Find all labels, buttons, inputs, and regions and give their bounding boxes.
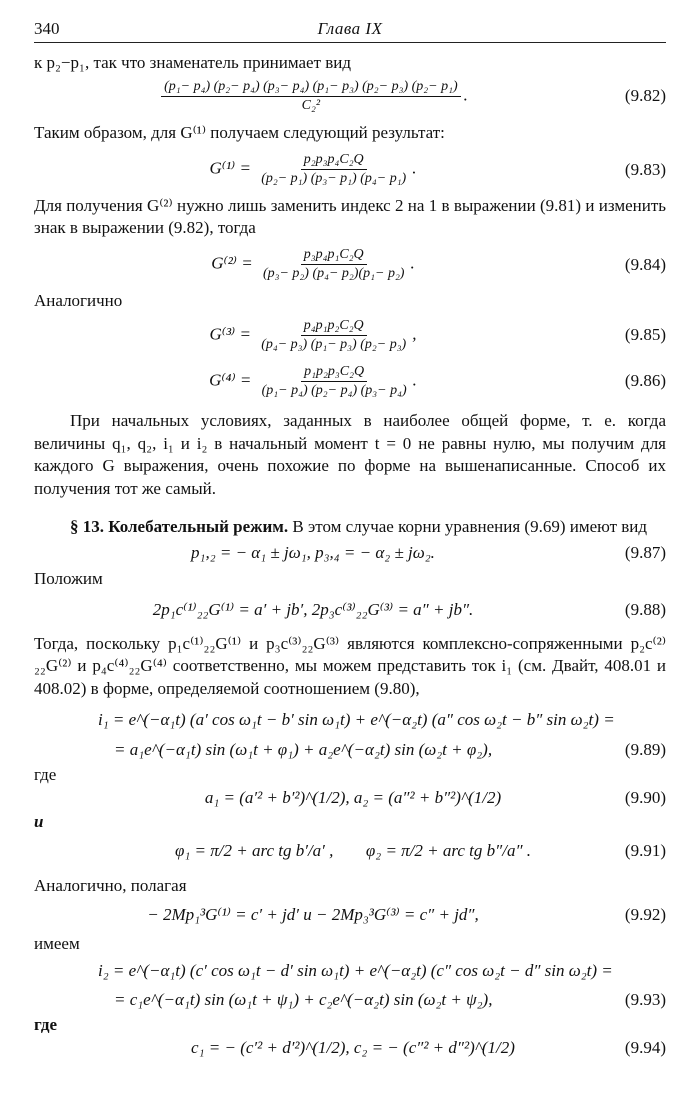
numerator: (p₁− p₄) (p₂− p₄) (p₃− p₄) (p₁− p₃) (p₂− p₃) (p₂− p₁) [161,79,461,97]
fraction [161,79,461,114]
header-rule [34,42,666,43]
lhs: G⁽¹⁾ = [209,158,251,178]
lhs: G⁽²⁾ = [211,253,253,273]
phi2-expression: φ₂ = π/2 + arc tg b″/a″ . [365,840,532,860]
equation-9-89-line-1 [34,704,666,736]
denominator: (p₂− p₁) (p₃− p₁) (p₄− p₁) [261,171,407,187]
equation-number: (9.89) [624,739,666,759]
equation-body: p₁,₂ = − α₁ ± jω₁, p₃,₄ = − α₂ ± jω₂. [191,543,435,563]
equation-number: (9.83) [624,159,666,179]
equation-9-93-line-1 [34,956,666,986]
running-title: Глава IX [317,19,383,38]
fraction [260,247,408,282]
equation-body: = a₁e^(−α₁t) sin (ω₁t + φ₁) + a₂e^(−α₂t) sin (ω₂t + φ₂), [114,739,493,759]
put-line: Положим [34,569,103,589]
fraction [258,152,409,187]
and-label: и [34,811,44,831]
numerator: p₂p₃p₄C₂Q [301,152,367,170]
denominator: C₂² [301,97,321,113]
equation-number: (9.87) [624,543,666,563]
where-label-2: где [34,1014,58,1034]
section-text: В этом случае корни уравнения (9.69) имеют вид [288,516,648,536]
fraction [259,364,410,399]
equation-number: (9.92) [624,905,666,925]
where-label: где [34,765,57,785]
equation-body: c₁ = − (c′² + d′²)^(1/2), c₂ = − (c″² + d″²)^(1/2) [191,1038,515,1058]
intro-line: к p₂−p₁, так что знаменатель принимает вид [34,53,352,72]
equation-number: (9.91) [624,840,666,860]
equation-number: (9.90) [624,788,666,808]
denominator: (p₄− p₃) (p₁− p₃) (p₂− p₃) [261,336,407,352]
section-13-paragraph [34,516,666,538]
equation-9-82: $\frac{\text{(p₁− p₄) (p₂− p₄) (p₃− p₄) (p₁− p₃) (p₂− p₃) (p₂− p₁)}}{\text{C₂²}}$ . (9.82) [34,74,666,118]
numerator: p₃p₄p₁C₂Q [301,247,367,265]
equation-9-92 [34,897,666,933]
numerator: p₁p₂p₃C₂Q [301,364,367,382]
we-have-label: имеем [34,934,80,954]
initial-conditions-paragraph: При начальных условиях, заданных в наиболее общей форме, т. е. когда величины q₁, q₂, i₁ и i₂ в начальный момент t = 0 не равны нулю, мы получим для каждого G выражения, очень похожие по форме на вышенаписанные. Способ их получения тот же самый. [34,411,666,498]
equation-number: (9.94) [624,1038,666,1058]
equation-body: i₁ = e^(−α₁t) (a′ cos ω₁t − b′ sin ω₁t) + e^(−α₂t) (a″ cos ω₂t − b″ sin ω₂t) = [98,709,615,729]
lhs: G⁽³⁾ = [209,324,251,344]
page-header [34,18,666,40]
equation-body: i₂ = e^(−α₁t) (c′ cos ω₁t − d′ sin ω₁t) + e^(−α₂t) (c″ cos ω₂t − d″ sin ω₂t) = [98,960,613,980]
phi1-expression: φ₁ = π/2 + arc tg b′/a′ , [174,840,334,860]
equation-9-94 [34,1036,666,1060]
equation-number: (9.88) [624,599,666,619]
equation-9-83: G⁽¹⁾ = $\frac{\text{p₂p₃p₄C₂Q}}{\text{(p₂− p₁) (p₃− p₁) (p₄− p₁)}}$ . (9.83) [209,152,666,187]
section-heading: § 13. Колебательный режим. [70,516,289,536]
equation-body: 2p₁c⁽¹⁾₂₂G⁽¹⁾ = a′ + jb′, 2p₃c⁽³⁾₂₂G⁽³⁾ = a″ + jb″. [152,599,474,619]
equation-9-89-line-2 [34,736,666,764]
denominator: (p₃− p₂) (p₄− p₂)(p₁− p₂) [262,266,405,282]
page-content [34,52,666,1060]
equation-number: (9.84) [624,254,666,274]
numerator: p₄p₁p₂C₂Q [301,318,367,336]
similarly-setting-line: Аналогично, полагая [34,876,187,895]
equation-number: (9.93) [624,989,666,1009]
equation-9-88 [34,591,666,629]
then-paragraph: Тогда, поскольку p₁c⁽¹⁾₂₂G⁽¹⁾ и p₃c⁽³⁾₂₂G⁽³⁾ являются комплексно-сопряженными p₂c⁽²⁾₂₂G⁽²⁾ и p₄c⁽⁴⁾₂₂G⁽⁴⁾ соответственно, мы можем представить ток i₁ (см. Двайт, 408.01 и 408.02) в форме, определяемой соотношением (9.80), [34,633,666,698]
equation-9-86: G⁽⁴⁾ = $\frac{\text{p₁p₂p₃C₂Q}}{\text{(p₁− p₄) (p₂− p₄) (p₃− p₄)}}$ . (9.86) [209,363,666,398]
equation-9-85: G⁽³⁾ = $\frac{\text{p₄p₁p₂C₂Q}}{\text{(p₄− p₃) (p₁− p₃) (p₂− p₃)}}$ , (9.85) [209,317,666,352]
equation-9-84: G⁽²⁾ = $\frac{\text{p₃p₄p₁C₂Q}}{\text{(p₃− p₂) (p₄− p₂)(p₁− p₂)}}$ . (9.84) [211,247,666,282]
equation-9-90 [34,787,666,811]
equation-number: (9.82) [624,86,666,106]
g2-paragraph: Для получения G⁽²⁾ нужно лишь заменить индекс 2 на 1 в выражении (9.81) и изменить знак в выражении (9.82), тогда [34,195,666,238]
similarly-line: Аналогично [34,290,123,310]
equation-body: a₁ = (a′² + b′²)^(1/2), a₂ = (a″² + b″²)^(1/2) [204,788,502,808]
equation-9-91 [34,833,666,869]
fraction [258,318,409,353]
equation-number: (9.86) [624,370,666,390]
equation-9-93-line-2 [34,986,666,1014]
equation-9-87 [34,538,666,568]
equation-body: = c₁e^(−α₁t) sin (ω₁t + ψ₁) + c₂e^(−α₂t) sin (ω₂t + ψ₂), [114,989,493,1009]
page-number: 340 [34,19,60,38]
equation-body: − 2Mp₁³G⁽¹⁾ = c′ + jd′ и − 2Mp₃³G⁽³⁾ = c″ + jd″, [147,905,479,925]
lhs: G⁽⁴⁾ = [209,370,252,390]
thus-line: Таким образом, для G⁽¹⁾ получаем следующий результат: [34,123,445,143]
denominator: (p₁− p₄) (p₂− p₄) (p₃− p₄) [261,382,407,398]
equation-number: (9.85) [624,324,666,344]
